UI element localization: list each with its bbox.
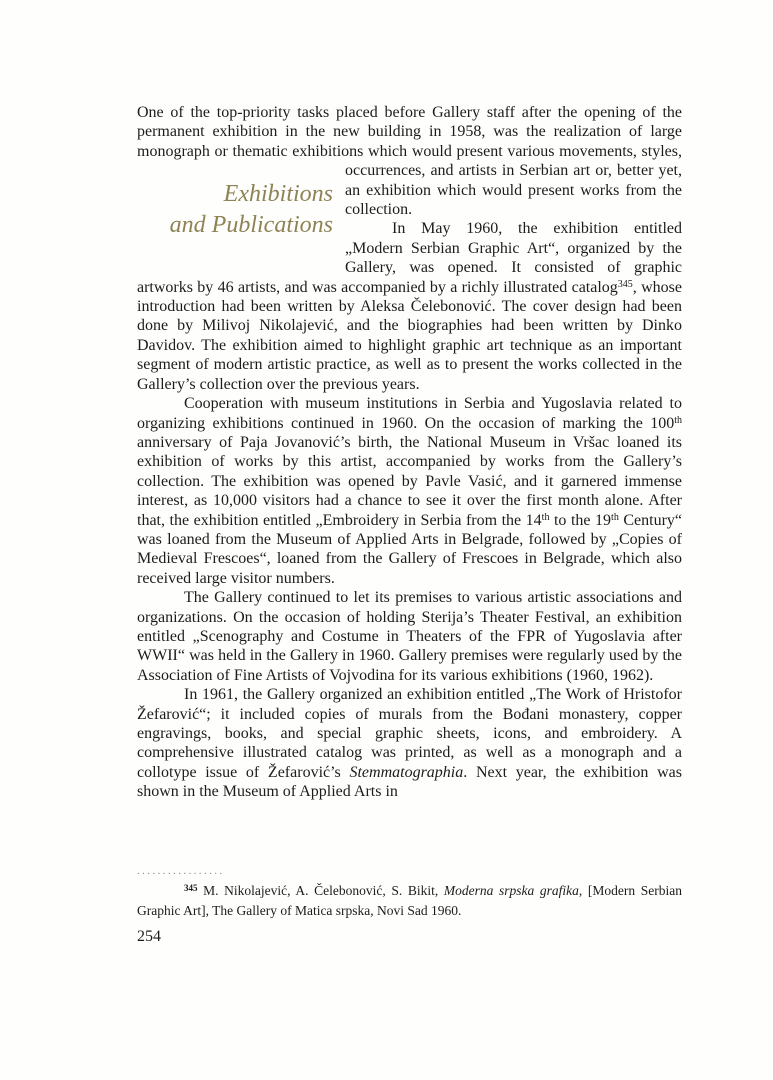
section-heading-line-1: Exhibitions xyxy=(223,181,333,208)
paragraph-zefarovic-exhibition: In 1961, the Gallery organized an exhibition entitled „The Work of Hristofor Žefarović“; it included copies of murals from the Bođani monastery, copper engravings, books, and special graphic sheets, icons, and embroidery. A comprehensive illustrated catalog was printed, as well as a monograph and a collotype issue of Žefarović’s Stemmatographia. Next year, the exhibition was shown in the Museum of Applied Arts in xyxy=(137,686,682,801)
section-heading xyxy=(137,173,333,259)
paragraph-opening-lead: One of the top-priority tasks placed before Gallery staff after the opening of the permanent exhibition in the new building in 1958, was the realization of large monograph or thematic exhibitions which would present various xyxy=(137,104,682,160)
paragraph-opening xyxy=(137,103,682,239)
page-content xyxy=(137,103,682,802)
paragraph-gallery-premises: The Gallery continued to let its premises to various artistic associations and organizations. On the occasion of holding Sterija’s Theater Festival, an exhibition entitled „Scenography and Costume in Theaters of the FPR of Yugoslavia after WWII“ was held in the Gallery in 1960. Gallery premises were regularly used by the Association of Fine Artists of Vojvodina for its various exhibitions (1960, 1962). xyxy=(137,589,682,684)
paragraph-graphic-art-exhibition: In May 1960, the exhibition entitled „Modern Serbian Graphic Art“, organized by the Gallery, was opened. It consisted of graphic artworks by 46 artists, and was accompanied by a richly illustrated catalog$^{345}$, whose introduction had been written by Aleksa Čelebonović. The cover design had been done by Milivoj Nikolajević, and the biographies had been written by Dinko Davidov. The exhibition aimed to highlight graphic art technique as an important segment of modern artistic practice, as well as to present the works collected in the Gallery’s collection over the previous years. xyxy=(137,220,683,393)
section-heading-line-2: and Publications xyxy=(169,212,333,239)
paragraph-museum-cooperation: Cooperation with museum institutions in Serbia and Yugoslavia related to organizing exhibitions continued in 1960. On the occasion of marking the 100th anniversary of Paja Jovanović’s birth, the National Museum in Vršac loaned its exhibition of works by this artist, accompanied by works from the Gallery’s collection. The exhibition was opened by Pavle Vasić, and it garnered immense interest, as 10,000 visitors had a chance to see it over the first month alone. After that, the exhibition entitled „Embroidery in Serbia from the 14th to the 19th Century“ was loaned from the Museum of Applied Arts in Belgrade, followed by „Copies of Medieval Frescoes“, loaned from the Gallery of Frescoes in Belgrade, which also received large visitor numbers. xyxy=(137,395,683,587)
page-number: 254 xyxy=(137,928,161,945)
paragraph-opening-rest: movements, styles, occurrences, and artists in Serbian art or, better yet, an exhibition which would present works from the collection. xyxy=(345,142,682,219)
footnote-area xyxy=(137,866,682,920)
footnote-text: $^{345}$ M. Nikolajević, A. Čelebonović, S. Bikit, Moderna srpska grafika, [Modern Serbian Graphic Art], The Gallery of Matica srpska, Novi Sad 1960. xyxy=(137,883,682,918)
footnote-separator: ................. xyxy=(137,865,225,877)
